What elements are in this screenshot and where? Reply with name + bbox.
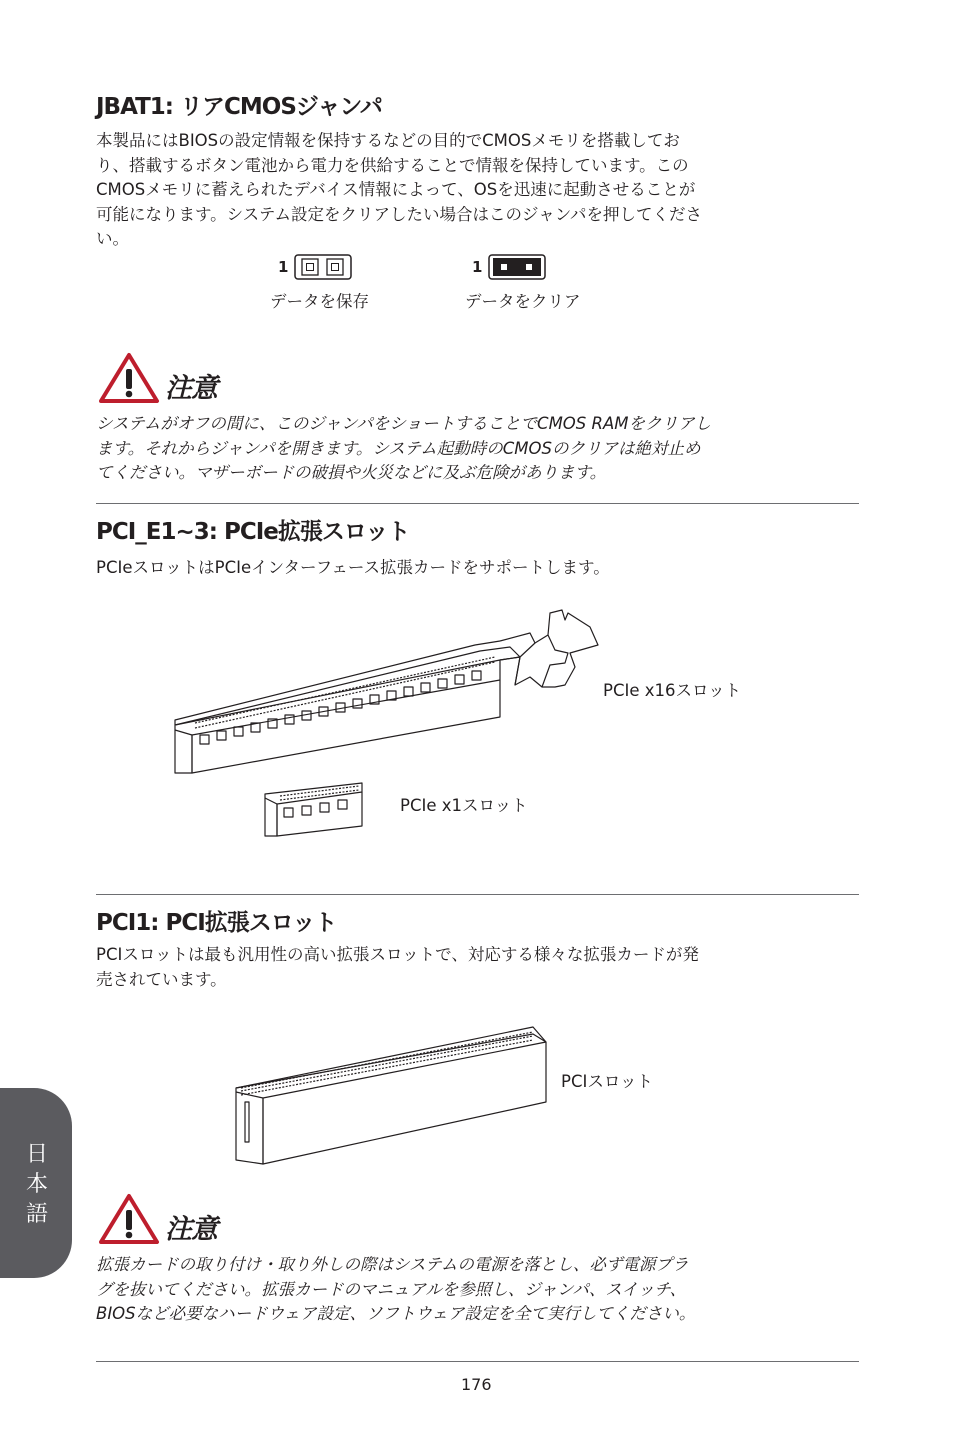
pcie-x1-label: PCIe x1スロット <box>400 796 528 815</box>
section-divider <box>96 503 859 504</box>
caution-text <box>96 1253 856 1327</box>
section-heading-jbat1: JBAT1: リアCMOSジャンパ <box>96 94 382 120</box>
caution-title: 注意 <box>165 373 217 404</box>
jbat1-line: 可能になります。システム設定をクリアしたい場合はこのジャンパを押してくださ <box>96 204 703 224</box>
warning-triangle-icon <box>98 352 160 404</box>
caution-line: グを抜いてください。拡張カードのマニュアルを参照し、ジャンパ、スイッチ、 <box>96 1279 687 1299</box>
jumper-clear-data-caption: データをクリア <box>465 292 581 311</box>
jbat1-line: い。 <box>96 229 129 248</box>
pci-slot-label: PCIスロット <box>561 1072 654 1091</box>
caution-line: システムがオフの間に、このジャンパをショートすることでCMOS RAMをクリアし <box>96 414 711 433</box>
caution-line: BIOSなど必要なハードウェア設定、ソフトウェア設定を全て実行してください。 <box>96 1304 696 1323</box>
pci-description <box>96 943 856 992</box>
pci-slot-illustration <box>233 1022 551 1167</box>
footer-divider <box>96 1361 859 1362</box>
caution-line: 拡張カードの取り付け・取り外しの際はシステムの電源を落とし、必ず電源プラ <box>96 1255 689 1274</box>
caution-line: ます。それからジャンパを開きます。システム起動時のCMOSのクリアは絶対止め <box>96 438 701 458</box>
jbat1-line: り、搭載するボタン電池から電力を供給することで情報を保持しています。この <box>96 155 689 175</box>
section-heading-pcie: PCI_E1~3: PCIe拡張スロット <box>96 519 410 545</box>
pcie-x16-slot-illustration <box>170 605 605 780</box>
pcie-description: PCIeスロットはPCIeインターフェース拡張カードをサポートします。 <box>96 558 610 577</box>
jumper-pin1-label: 1 <box>472 258 483 276</box>
pci-line: 売されています。 <box>96 969 227 989</box>
caution-text <box>96 412 856 486</box>
language-tab-label: 日本語 <box>25 1142 48 1227</box>
pcie-x1-slot-illustration <box>262 778 367 840</box>
jumper-pin1-label: 1 <box>278 258 289 276</box>
caution-title: 注意 <box>165 1214 217 1245</box>
caution-line: てください。マザーボードの破損や火災などに及ぶ危険があります。 <box>96 463 607 482</box>
section-divider <box>96 894 859 895</box>
warning-triangle-icon <box>98 1193 160 1245</box>
section-heading-pci: PCI1: PCI拡張スロット <box>96 910 337 936</box>
page-number: 176 <box>461 1375 492 1394</box>
pcie-x16-label: PCIe x16スロット <box>603 681 742 700</box>
jumper-keep-data-caption: データを保存 <box>270 292 369 311</box>
jbat1-line: 本製品にはBIOSの設定情報を保持するなどの目的でCMOSメモリを搭載してお <box>96 131 680 150</box>
jbat1-line: CMOSメモリに蓄えられたデバイス情報によって、OSを迅速に起動させることが <box>96 180 696 199</box>
jumper-shorted-icon <box>488 254 546 280</box>
jbat1-description <box>96 129 856 252</box>
pci-line: PCIスロットは最も汎用性の高い拡張スロットで、対応する様々な拡張カードが発 <box>96 945 699 964</box>
jumper-open-icon <box>294 254 352 280</box>
